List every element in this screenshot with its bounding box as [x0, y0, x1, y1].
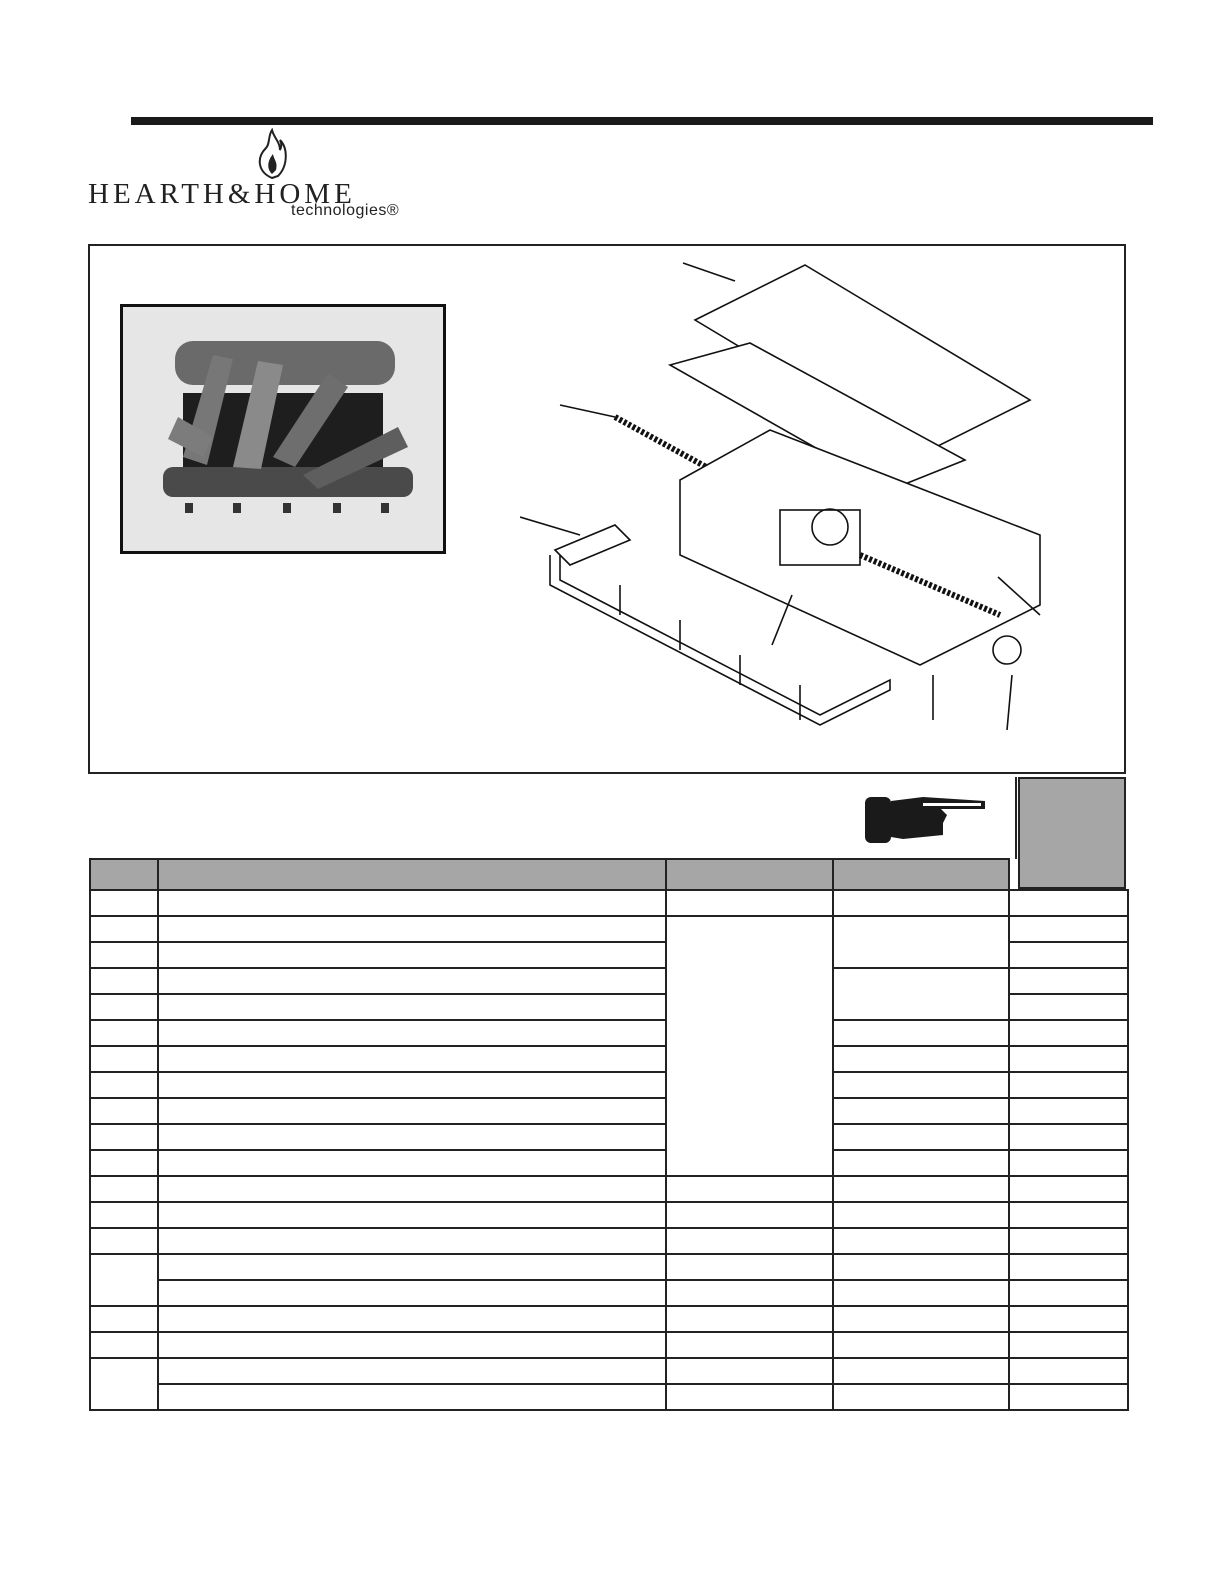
table-cell: [158, 1072, 666, 1098]
table-row: [90, 1384, 1128, 1410]
table-row: [90, 1280, 1128, 1306]
table-cell: [666, 1202, 833, 1228]
table-cell: [833, 1228, 1009, 1254]
brand-logo: [86, 128, 416, 220]
table-cell: [90, 916, 158, 942]
table-cell: [1009, 1020, 1128, 1046]
table-cell: [1009, 1254, 1128, 1280]
table-cell: [833, 1332, 1009, 1358]
table-row: [90, 1202, 1128, 1228]
table-cell: [90, 1306, 158, 1332]
table-cell: [158, 942, 666, 968]
table-cell: [833, 1124, 1009, 1150]
table-cell: [158, 1020, 666, 1046]
table-cell: [1009, 1124, 1128, 1150]
log-set-photo: [120, 304, 446, 554]
table-cell: [90, 1072, 158, 1098]
table-cell: [666, 916, 833, 1176]
table-cell: [90, 1358, 158, 1410]
table-cell: [666, 890, 833, 916]
table-cell: [1009, 968, 1128, 994]
table-cell: [90, 942, 158, 968]
table-cell: [1009, 994, 1128, 1020]
table-cell: [833, 1384, 1009, 1410]
table-cell: [158, 1202, 666, 1228]
table-cell: [90, 1202, 158, 1228]
table-cell: [90, 968, 158, 994]
table-cell: [1009, 1332, 1128, 1358]
table-row: [90, 1254, 1128, 1280]
table-cell: [666, 1176, 833, 1202]
table-cell: [1009, 942, 1128, 968]
column-header: [158, 859, 666, 890]
table-cell: [833, 1072, 1009, 1098]
table-cell: [666, 1358, 833, 1384]
table-cell: [90, 1098, 158, 1124]
table-cell: [158, 1254, 666, 1280]
table-cell: [833, 916, 1009, 968]
table-row: [90, 1098, 1128, 1124]
logo-wordmark: HEARTH&HOME: [88, 178, 356, 210]
table-cell: [833, 1358, 1009, 1384]
table-cell: [158, 1306, 666, 1332]
table-cell: [90, 1020, 158, 1046]
table-cell: [90, 1150, 158, 1176]
table-cell: [1009, 1176, 1128, 1202]
table-cell: [666, 1254, 833, 1280]
logo-subtitle: technologies®: [291, 202, 400, 219]
table-cell: [1009, 1384, 1128, 1410]
table-cell: [1009, 1306, 1128, 1332]
table-cell: [833, 890, 1009, 916]
table-cell: [833, 1020, 1009, 1046]
table-row: [90, 1228, 1128, 1254]
table-cell: [158, 916, 666, 942]
table-row: [90, 1332, 1128, 1358]
table-cell: [1009, 916, 1128, 942]
column-header: [1009, 859, 1128, 890]
table-cell: [1009, 890, 1128, 916]
burner-assembly-diagram: [520, 255, 1100, 755]
table-cell: [1009, 1046, 1128, 1072]
table-cell: [90, 1046, 158, 1072]
table-cell: [666, 1306, 833, 1332]
table-cell: [833, 1150, 1009, 1176]
table-cell: [666, 1280, 833, 1306]
table-cell: [158, 1046, 666, 1072]
table-cell: [158, 994, 666, 1020]
table-row: [90, 1072, 1128, 1098]
table-cell: [158, 1124, 666, 1150]
table-cell: [833, 1306, 1009, 1332]
table-row: [90, 1306, 1128, 1332]
column-header: [666, 859, 833, 890]
table-cell: [158, 1150, 666, 1176]
table-cell: [666, 1384, 833, 1410]
column-header: [833, 859, 1009, 890]
table-cell: [666, 1332, 833, 1358]
table-cell: [158, 968, 666, 994]
table-cell: [1009, 1280, 1128, 1306]
table-cell: [158, 1176, 666, 1202]
table-cell: [158, 1228, 666, 1254]
table-cell: [1009, 1228, 1128, 1254]
table-cell: [158, 890, 666, 916]
table-cell: [1009, 1098, 1128, 1124]
table-cell: [1009, 1358, 1128, 1384]
table-row: [90, 968, 1128, 994]
table-row: [90, 890, 1128, 916]
flame-icon: [254, 128, 290, 180]
table-cell: [90, 1332, 158, 1358]
table-row: [90, 1176, 1128, 1202]
parts-table: [89, 858, 1129, 1411]
table-cell: [90, 1124, 158, 1150]
table-row: [90, 1358, 1128, 1384]
table-cell: [158, 1098, 666, 1124]
table-row: [90, 1150, 1128, 1176]
table-cell: [833, 1046, 1009, 1072]
table-cell: [833, 1280, 1009, 1306]
table-row: [90, 1020, 1128, 1046]
table-cell: [833, 1176, 1009, 1202]
table-cell: [833, 1254, 1009, 1280]
table-cell: [1009, 1202, 1128, 1228]
table-cell: [158, 1332, 666, 1358]
table-cell: [90, 1254, 158, 1306]
table-cell: [833, 1202, 1009, 1228]
table-cell: [1009, 1150, 1128, 1176]
table-cell: [833, 968, 1009, 1020]
table-cell: [833, 1098, 1009, 1124]
table-cell: [90, 890, 158, 916]
table-cell: [90, 1176, 158, 1202]
column-header: [90, 859, 158, 890]
table-cell: [666, 1228, 833, 1254]
table-row: [90, 1124, 1128, 1150]
pointing-hand-icon: [863, 783, 993, 849]
header-rule: [131, 117, 1153, 125]
table-cell: [1009, 1072, 1128, 1098]
table-header-row: [90, 859, 1128, 890]
table-cell: [90, 994, 158, 1020]
table-cell: [158, 1384, 666, 1410]
table-cell: [158, 1358, 666, 1384]
table-row: [90, 916, 1128, 942]
notice-box: [865, 777, 1017, 859]
table-cell: [158, 1280, 666, 1306]
table-cell: [90, 1228, 158, 1254]
table-row: [90, 1046, 1128, 1072]
